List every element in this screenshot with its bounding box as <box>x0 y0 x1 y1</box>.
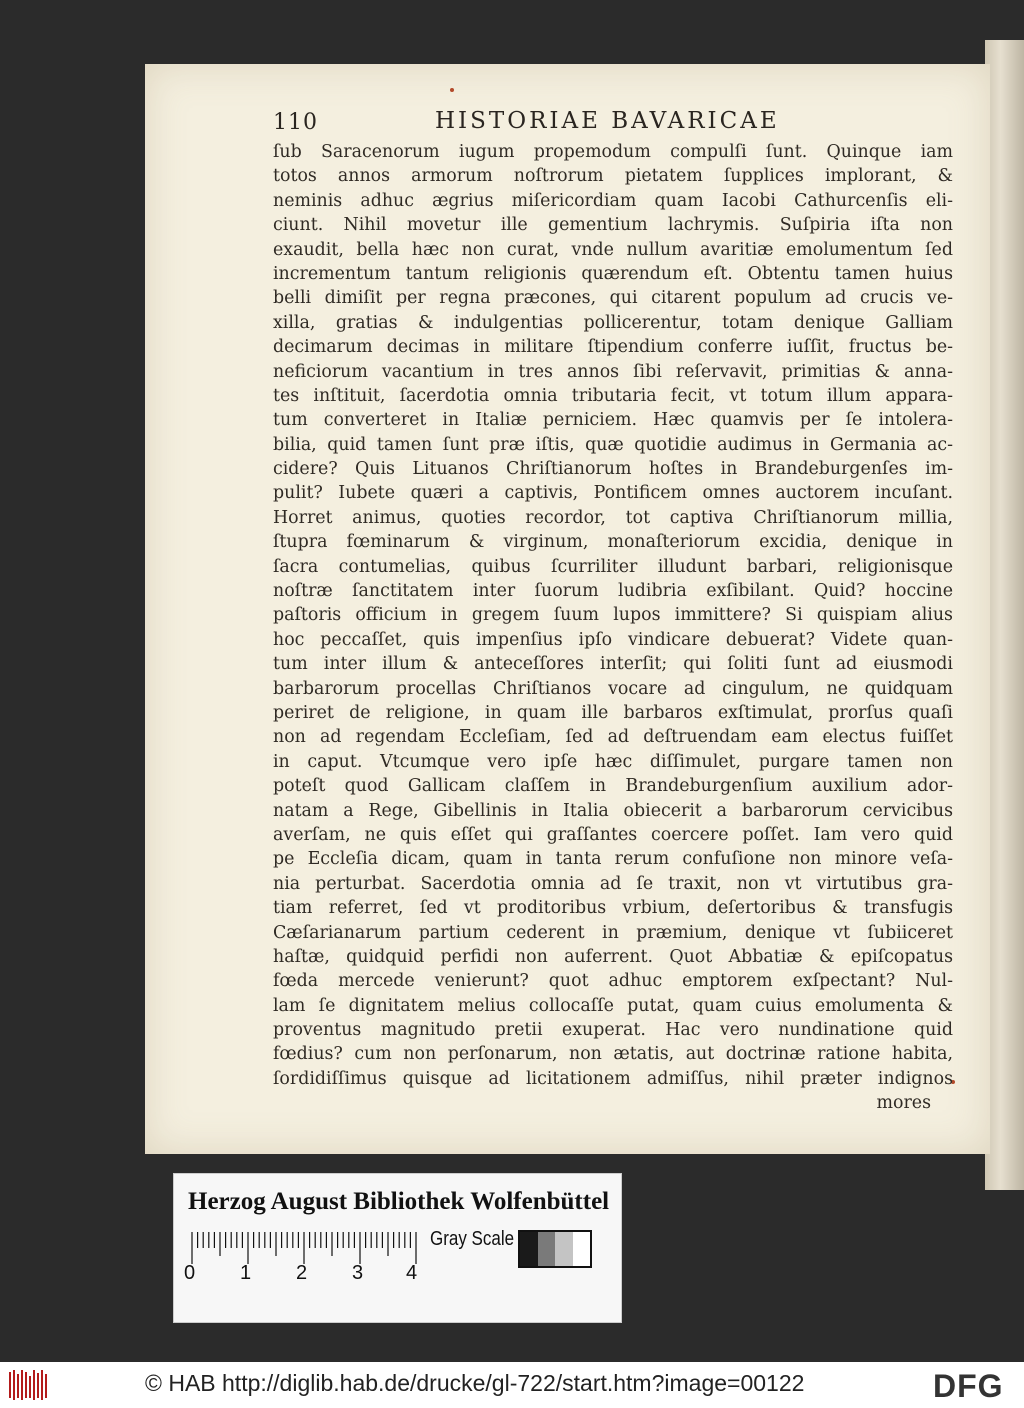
color-calibration-card <box>173 1173 622 1323</box>
text-line: Horret animus, quoties recordor, tot captiva Chriſtianorum millia, <box>273 507 953 528</box>
text-line: periret de religione, in quam ille barbaros exſtimulat, prorſus quaſi <box>273 702 953 723</box>
running-head-title: HISTORIAE BAVARICAE <box>435 108 780 134</box>
text-line: hoc peccaſſet, quis impenſius ipſo vindicare debuerat? Videte quan- <box>273 629 953 650</box>
book-page <box>145 64 990 1154</box>
text-line: totos annos armorum noſtrorum pietatem ſupplices implorant, & <box>273 166 953 187</box>
text-line: tum inter illum & anteceſſores interſit; qui ſoliti ſunt ad eiusmodi <box>273 654 953 675</box>
text-line: incrementum tantum religionis quærendum eſt. Obtentu tamen huius <box>273 263 953 284</box>
text-line: poteſt quod Gallicam claſſem in Brandeburgenſium auxilium ador- <box>273 776 953 797</box>
text-line: tes inſtituit, ſacerdotia omnia tributaria fecit, vt totum illum appara- <box>273 385 953 406</box>
text-line: pulit? Iubete quæri a captivis, Pontificem omnes auctorem incuſant. <box>273 483 953 504</box>
text-line: cidere? Quis Lituanos Chriſtianorum hoſtes in Brandeburgenſes im- <box>273 459 953 480</box>
text-line: fœda mercede venierunt? quot adhuc emptorem exſpectant? Nul- <box>273 971 953 992</box>
text-line: non ad regendam Eccleſiam, ſed ad deſtruendam eam electus fuiſſet <box>273 727 953 748</box>
gray-swatch <box>520 1232 538 1266</box>
viewer-footer <box>0 1362 1024 1408</box>
text-line: haſtæ, quidquid perfidi non auferrent. Quot Abbatiæ & epiſcopatus <box>273 946 953 967</box>
gray-scale-label: Gray Scale <box>430 1228 515 1250</box>
text-line: tiam referret, ſed vt proditoribus vrbium, deſertoribus & transfugis <box>273 898 953 919</box>
text-line: xilla, gratias & indulgentias pollicerentur, totam denique Galliam <box>273 312 953 333</box>
text-line: belli dimiſit per regna præcones, qui citarent populum ad crucis ve- <box>273 288 953 309</box>
text-line: exaudit, bella hæc non curat, vnde nullum avaritiæ emolumentum ſed <box>273 239 953 260</box>
hab-barcode-logo-icon[interactable] <box>8 1368 48 1402</box>
text-line: proventus magnitudo pretii exuperat. Hac vero nundinatione quid <box>273 1020 953 1041</box>
ruler-number: 0 <box>184 1262 196 1284</box>
text-line: pe Eccleſia dicam, quam in tanta rerum confuſione non minore veſa- <box>273 849 953 870</box>
body-text <box>273 140 953 1116</box>
text-line: ciunt. Nihil movetur ille gementium lachrymis. Suſpiria iſta non <box>273 215 953 236</box>
text-line: noſtræ ſanctitatem inter ſuorum ludibria exſibilant. Quid? hoccine <box>273 581 953 602</box>
library-name: Herzog August Bibliothek Wolfenbüttel <box>188 1188 610 1215</box>
text-line: fœdius? cum non perſonarum, non ætatis, aut doctrinæ ratione habita, <box>273 1044 953 1065</box>
text-line: barbarorum procellas Chriſtianos vocare ad cingulum, ne quidquam <box>273 678 953 699</box>
ruler-ticks <box>188 1230 428 1264</box>
ruler-number: 3 <box>352 1262 364 1284</box>
adjacent-page-edge <box>985 40 1024 1190</box>
ink-speck <box>450 88 454 92</box>
text-line: ſordidiſſimus quisque ad licitationem admiſſus, nihil præter indignos <box>273 1068 953 1089</box>
text-line: natam a Rege, Gibellinis in Italia obiecerit a barbarorum cervicibus <box>273 800 953 821</box>
text-line: neminis adhuc ægrius miſericordiam quam Iacobi Cathurcenſis eli- <box>273 190 953 211</box>
ruler-number: 1 <box>240 1262 252 1284</box>
text-line: ſub Saracenorum iugum propemodum compulſi ſunt. Quinque iam <box>273 142 953 162</box>
running-head <box>273 106 953 140</box>
text-line: in caput. Vtcumque vero ipſe hæc diſſimulet, purgare tamen non <box>273 751 953 772</box>
text-line: averſam, ne quis eſſet qui graſſantes coercere poſſet. Iam vero quid <box>273 824 953 845</box>
ruler-number: 2 <box>296 1262 308 1284</box>
ruler <box>188 1230 428 1276</box>
text-line: nia perturbat. Sacerdotia omnia ad ſe traxit, non vt virtutibus gra- <box>273 873 953 894</box>
text-line: lam ſe dignitatem melius collocaſſe putat, quam cuius emolumenta & <box>273 995 953 1016</box>
text-line: ſtupra fœminarum & virginum, monaſteriorum excidia, denique in <box>273 532 953 553</box>
text-line: bilia, quid tamen ſunt præ iſtis, quæ quotidie audimus in Germania ac- <box>273 434 953 455</box>
page-number: 110 <box>273 110 318 135</box>
text-line: paſtoris officium in gregem ſuum lupos immittere? Si quispiam alius <box>273 605 953 626</box>
text-line: neficiorum vacantium in tres annos ſibi reſervavit, primitias & anna- <box>273 361 953 382</box>
catchword: mores <box>876 1093 931 1114</box>
dfg-logo[interactable]: DFG <box>933 1368 1004 1404</box>
credit-link[interactable]: © HAB http://diglib.hab.de/drucke/gl-722/start.htm?image=00122 <box>145 1370 805 1396</box>
text-line: ſacra contumelias, quibus ſcurriliter illudunt barbari, religionisque <box>273 556 953 577</box>
gray-swatch <box>555 1232 573 1266</box>
gray-scale-swatches <box>518 1230 592 1268</box>
gray-swatch <box>538 1232 556 1266</box>
ruler-number: 4 <box>406 1262 418 1284</box>
gray-swatch <box>573 1232 591 1266</box>
text-line: tum converteret in Italiæ perniciem. Hæc quamvis per ſe intolera- <box>273 410 953 431</box>
text-line: decimarum decimas in militare ſtipendium conferre iuſſit, fructus be- <box>273 337 953 358</box>
text-line: Cæſarianarum partium cederent in præmium, denique vt ſubiiceret <box>273 922 953 943</box>
